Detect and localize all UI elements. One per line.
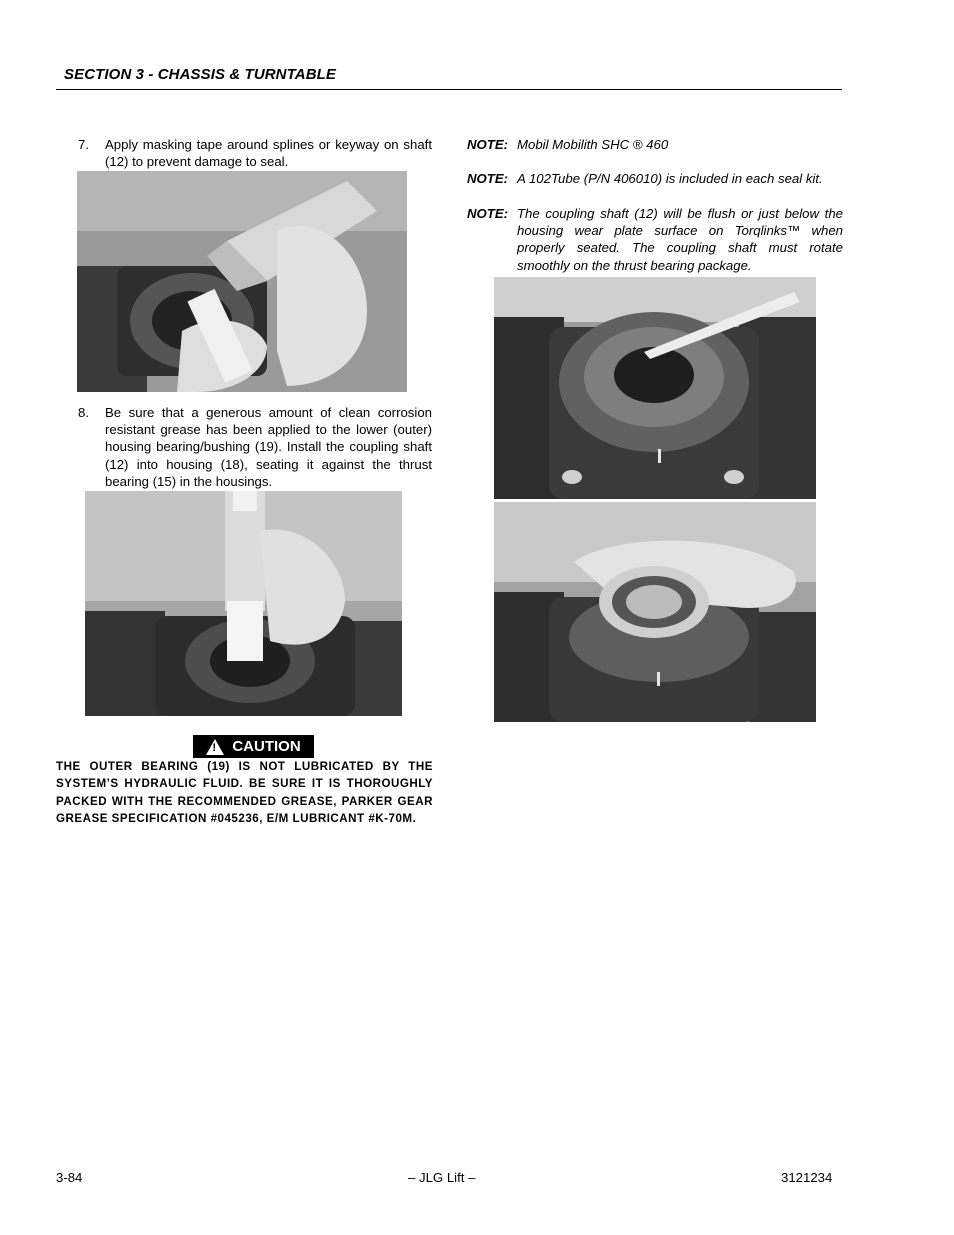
note-label: NOTE:: [467, 206, 509, 221]
note-text: The coupling shaft (12) will be flush or just below the housing wear plate surface on Torqlinks™ when properly seated. The coupling shaft must rotate smoothly on the thrust bearing package.: [517, 206, 843, 273]
step-text: Apply masking tape around splines or keyway on shaft (12) to prevent damage to seal.: [105, 137, 432, 170]
note-text: A 102Tube (P/N 406010) is included in each seal kit.: [517, 171, 823, 186]
note-text: Mobil Mobilith SHC ® 460: [517, 137, 669, 152]
caution-text: THE OUTER BEARING (19) IS NOT LUBRICATED BY THE SYSTEM’S HYDRAULIC FLUID. BE SURE IT IS THOROUGHLY PACKED WITH THE RECOMMENDED GREASE, PARKER GEAR GREASE SPECIFICATION #045236, E/M LUBRICANT #K-70M.: [56, 760, 433, 825]
photo-install-coupling-shaft: [85, 491, 402, 716]
caution-label: CAUTION: [232, 738, 301, 755]
warning-triangle-icon: !: [206, 739, 224, 755]
step-8: [78, 404, 432, 490]
note-seal-kit: [467, 170, 843, 187]
note-coupling-shaft: [467, 205, 843, 274]
note-label: NOTE:: [467, 137, 509, 152]
photo-thrust-bearing: [494, 502, 816, 722]
section-title: SECTION 3 - CHASSIS & TURNTABLE: [64, 66, 337, 83]
note-lubricant: [467, 136, 843, 153]
photo-grease-housing: [494, 277, 816, 499]
note-label: NOTE:: [467, 171, 509, 186]
step-7: [78, 136, 432, 170]
photo-masking-tape: [77, 171, 407, 392]
document-number: 3121234: [781, 1170, 833, 1185]
header-rule: [56, 89, 842, 90]
step-number: 7.: [78, 137, 89, 152]
page-number: 3-84: [56, 1170, 83, 1185]
caution-badge: [193, 735, 314, 758]
step-number: 8.: [78, 405, 89, 420]
footer-center: – JLG Lift –: [408, 1170, 476, 1185]
step-text: Be sure that a generous amount of clean corrosion resistant grease has been applied to the lower (outer) housing bearing/bushing (19). Install the coupling shaft (12) into housing (18), seating it against the thrust bearing (15) in the housings.: [105, 405, 432, 489]
